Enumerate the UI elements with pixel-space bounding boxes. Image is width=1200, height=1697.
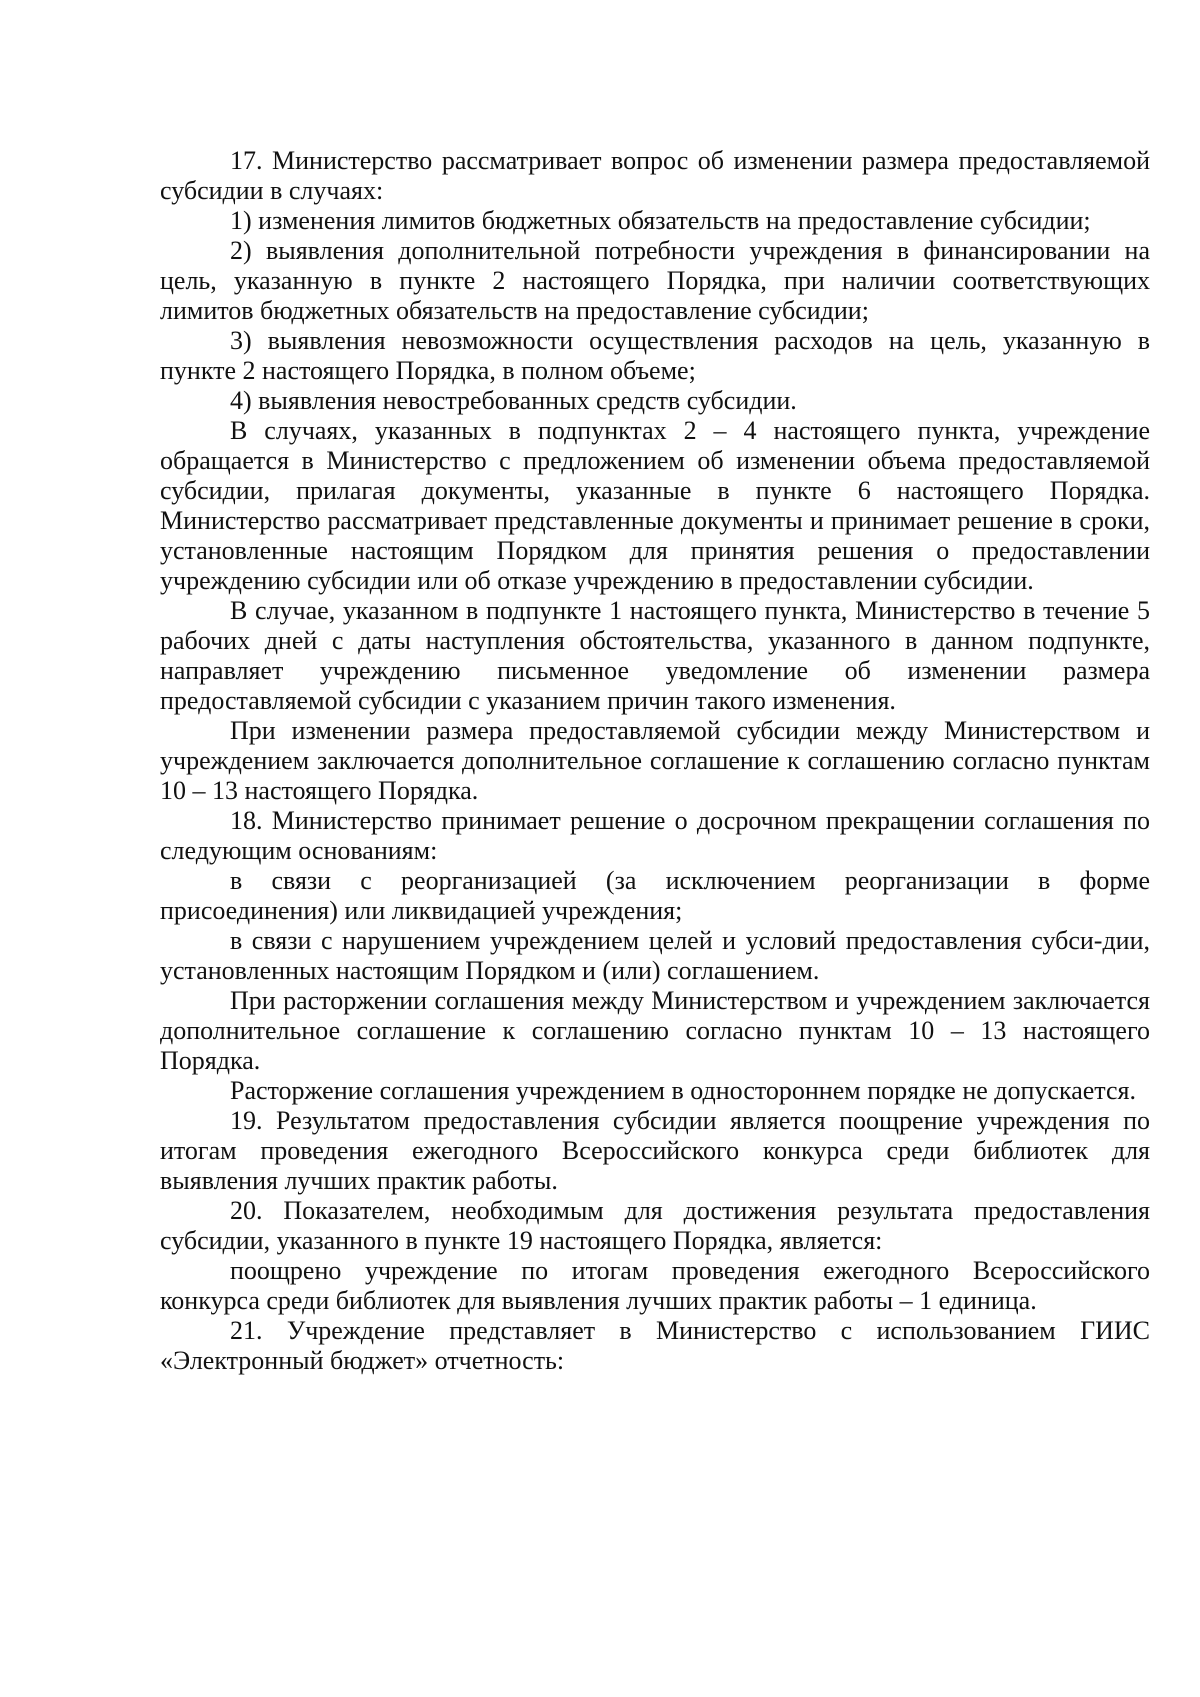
- paragraph-indicator: поощрено учреждение по итогам проведения ежегодного Всероссийского конкурса среди библиотек для выявления лучших практик работы – 1 единица.: [160, 1256, 1150, 1315]
- paragraph-subitem-2: 2) выявления дополнительной потребности учреждения в финансировании на цель, указанную в пункте 2 настоящего Порядка, при наличии соответствующих лимитов бюджетных обязательств на предоставление субсидии;: [160, 236, 1150, 325]
- paragraph-ground-reorganization: в связи с реорганизацией (за исключением реорганизации в форме присоединения) или ликвидацией учреждения;: [160, 866, 1150, 925]
- paragraph-item-17: 17. Министерство рассматривает вопрос об изменении размера предоставляемой субсидии в случаях:: [160, 146, 1150, 205]
- paragraph-termination-agreement: При расторжении соглашения между Министерством и учреждением заключается дополнительное соглашение к соглашению согласно пунктам 10 – 13 настоящего Порядка.: [160, 986, 1150, 1075]
- paragraph-size-change-agreement: При изменении размера предоставляемой субсидии между Министерством и учреждением заключается дополнительное соглашение к соглашению согласно пунктам 10 – 13 настоящего Порядка.: [160, 716, 1150, 805]
- paragraph-item-19: 19. Результатом предоставления субсидии является поощрение учреждения по итогам проведения ежегодного Всероссийского конкурса среди библиотек для выявления лучших практик работы.: [160, 1106, 1150, 1195]
- paragraph-cases-2-4: В случаях, указанных в подпунктах 2 – 4 настоящего пункта, учреждение обращается в Министерство с предложением об изменении объема предоставляемой субсидии, прилагая документы, указанные в пункте 6 настоящего Порядка. Министерство рассматривает представленные документы и принимает решение в сроки, установленные настоящим Порядком для принятия решения о предоставлении учреждению субсидии или об отказе учреждению в предоставлении субсидии.: [160, 416, 1150, 595]
- paragraph-subitem-4: 4) выявления невостребованных средств субсидии.: [230, 386, 797, 415]
- paragraph-subitem-3: 3) выявления невозможности осуществления расходов на цель, указанную в пункте 2 настоящего Порядка, в полном объеме;: [160, 326, 1150, 385]
- paragraph-item-21: 21. Учреждение представляет в Министерство с использованием ГИИС «Электронный бюджет» отчетность:: [160, 1316, 1150, 1375]
- paragraph-item-20: 20. Показателем, необходимым для достижения результата предоставления субсидии, указанного в пункте 19 настоящего Порядка, является:: [160, 1196, 1150, 1255]
- paragraph-item-18: 18. Министерство принимает решение о досрочном прекращении соглашения по следующим основаниям:: [160, 806, 1150, 865]
- paragraph-unilateral-termination: Расторжение соглашения учреждением в одностороннем порядке не допускается.: [230, 1076, 1136, 1105]
- document-body: [160, 146, 1150, 1376]
- paragraph-subitem-1: 1) изменения лимитов бюджетных обязательств на предоставление субсидии;: [230, 206, 1091, 235]
- paragraph-ground-violation: в связи с нарушением учреждением целей и условий предоставления субси-дии, установленных настоящим Порядком и (или) соглашением.: [160, 926, 1150, 985]
- paragraph-case-1: В случае, указанном в подпункте 1 настоящего пункта, Министерство в течение 5 рабочих дней с даты наступления обстоятельства, указанного в данном подпункте, направляет учреждению письменное уведомление об изменении размера предоставляемой субсидии с указанием причин такого изменения.: [160, 596, 1150, 715]
